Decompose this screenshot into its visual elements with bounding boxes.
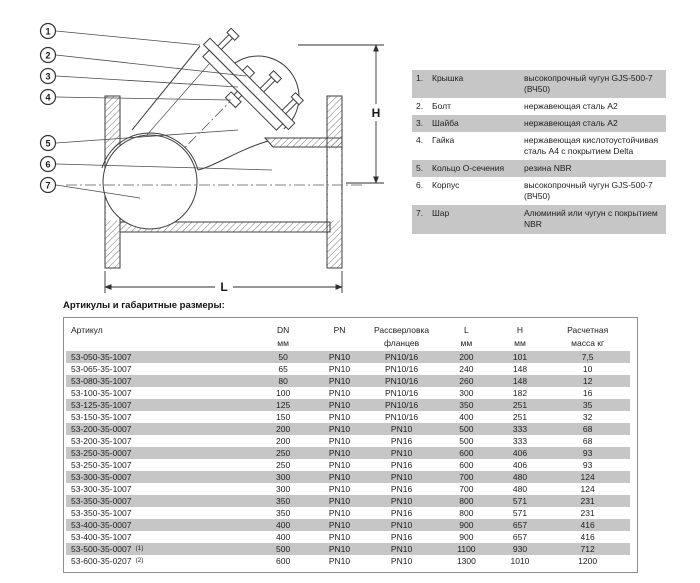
cell-dn: 350 (276, 508, 291, 518)
cell-pn: PN10 (328, 472, 351, 482)
cell-l: 800 (459, 508, 474, 518)
cell-flange-drilling: PN16 (390, 436, 413, 446)
cell-article: 53-250-35-1007 (71, 460, 132, 470)
cell-mass: 416 (580, 520, 595, 530)
column-label: Рассверловка (373, 325, 430, 335)
valve-technical-drawing (0, 0, 405, 300)
cell-pn: PN10 (328, 448, 351, 458)
cell-l: 700 (459, 484, 474, 494)
cell-flange-drilling: PN10 (390, 520, 413, 530)
cell-mass: 7,5 (581, 352, 594, 362)
cell-article: 53-350-35-1007 (71, 508, 132, 518)
cell-h: 571 (512, 508, 528, 518)
cell-flange-drilling: PN16 (390, 484, 413, 494)
svg-text:5: 5 (45, 138, 51, 149)
cell-mass: 416 (580, 532, 595, 542)
cell-flange-drilling: PN10/16 (385, 364, 419, 374)
part-name: Кольцо О-сечения (432, 163, 505, 174)
cell-article: 53-600-35-0207 $^{(2)}$ (71, 556, 144, 566)
cell-flange-drilling: PN10/16 (385, 388, 419, 398)
cell-article: 53-300-35-0007 (71, 472, 132, 482)
cell-mass: 124 (580, 484, 595, 494)
cell-pn: PN10 (328, 460, 351, 470)
part-name: Крышка (432, 73, 464, 83)
cell-h: 148 (512, 364, 528, 374)
svg-text:3: 3 (45, 71, 51, 82)
cell-h: 1010 (510, 556, 530, 566)
cell-h: 101 (512, 352, 528, 362)
cell-dn: 600 (276, 556, 291, 566)
cell-dn: 200 (276, 436, 291, 446)
dimensions-table-row (66, 435, 630, 447)
cell-pn: PN10 (328, 424, 351, 434)
cell-dn: 400 (276, 520, 291, 530)
cell-h: 333 (512, 436, 528, 446)
parts-table-row (412, 132, 666, 160)
cell-flange-drilling: PN10 (390, 472, 413, 482)
cell-mass: 32 (582, 412, 593, 422)
part-number: 4. (416, 135, 424, 146)
cell-article: 53-050-35-1007 (71, 352, 132, 362)
cell-l: 400 (459, 412, 474, 422)
cell-flange-drilling: PN10/16 (385, 412, 419, 422)
column-unit (71, 338, 252, 348)
column-label: Артикул (71, 325, 103, 335)
cell-l: 300 (459, 388, 474, 398)
cell-article: 53-400-35-1007 (71, 532, 132, 542)
cell-h: 406 (512, 448, 528, 458)
cell-dn: 125 (276, 400, 291, 410)
cell-h: 657 (512, 520, 528, 530)
cell-h: 333 (512, 424, 528, 434)
cell-flange-drilling: PN10/16 (385, 352, 419, 362)
cell-dn: 350 (276, 496, 291, 506)
part-number: 5. (416, 163, 424, 174)
dimensions-section-title: Артикулы и габаритные размеры: (63, 300, 225, 311)
cell-mass: 231 (580, 508, 595, 518)
column-unit: мм (514, 338, 526, 348)
cell-l: 900 (459, 532, 474, 542)
column-header (545, 322, 630, 348)
part-material: высокопрочный чугун GJS-500-7 (ВЧ50) (524, 180, 653, 202)
column-label: H (516, 325, 524, 335)
dimensions-table-row (66, 495, 630, 507)
footnote-marker: (1) (135, 545, 144, 552)
column-label: Расчетная (567, 325, 609, 335)
column-unit: масса кг (571, 338, 605, 348)
cell-mass: 35 (582, 400, 593, 410)
cell-dn: 80 (278, 376, 288, 386)
callout-1 (41, 24, 201, 46)
dimensions-table-row (66, 531, 630, 543)
cell-l: 350 (459, 400, 474, 410)
cell-pn: PN10 (328, 544, 351, 554)
cell-pn: PN10 (328, 520, 351, 530)
part-name: Корпус (432, 180, 460, 191)
cell-flange-drilling: PN10 (390, 424, 413, 434)
cell-mass: 10 (582, 364, 593, 374)
cell-article: 53-300-35-1007 (71, 484, 132, 494)
part-number: 6. (416, 180, 424, 191)
cell-l: 500 (459, 436, 474, 446)
parts-table-row (412, 177, 666, 205)
dimensions-table-row (66, 447, 630, 459)
part-material: Алюминий или чугун с покрытием NBR (524, 208, 658, 230)
cell-dn: 250 (276, 448, 291, 458)
cell-dn: 150 (276, 412, 291, 422)
dimensions-table-row (66, 399, 630, 411)
cell-pn: PN10 (328, 532, 351, 542)
cell-article: 53-200-35-1007 (71, 436, 132, 446)
cell-pn: PN10 (328, 376, 351, 386)
dimensions-table (63, 317, 638, 573)
column-header (365, 322, 438, 348)
cell-flange-drilling: PN10/16 (385, 376, 419, 386)
cell-h: 480 (512, 484, 528, 494)
part-material: нержавеющая сталь А2 (524, 118, 618, 129)
dimensions-table-row (66, 423, 630, 435)
column-header (314, 322, 365, 348)
dim-label-h: H (371, 106, 381, 120)
cell-h: 406 (512, 460, 528, 470)
cell-pn: PN10 (328, 388, 351, 398)
column-header (252, 322, 314, 348)
cell-flange-drilling: PN10/16 (385, 400, 419, 410)
parts-materials-table (412, 70, 666, 234)
cell-flange-drilling: PN16 (390, 508, 413, 518)
cell-l: 240 (459, 364, 474, 374)
cell-mass: 124 (580, 472, 595, 482)
column-header (495, 322, 546, 348)
cell-l: 500 (459, 424, 474, 434)
cell-l: 600 (459, 460, 474, 470)
cell-article: 53-250-35-0007 (71, 448, 132, 458)
cell-mass: 68 (582, 436, 593, 446)
cell-article: 53-350-35-0007 (71, 496, 132, 506)
cell-l: 1100 (457, 544, 476, 554)
cell-pn: PN10 (328, 412, 351, 422)
part-number: 2. (416, 101, 424, 112)
cell-dn: 100 (276, 388, 291, 398)
dimensions-table-row (66, 363, 630, 375)
dimensions-table-row (66, 507, 630, 519)
cell-mass: 712 (580, 544, 595, 554)
cell-l: 260 (459, 376, 474, 386)
cell-article: 53-200-35-0007 (71, 424, 132, 434)
part-name: Шайба (432, 118, 459, 129)
cell-h: 571 (512, 496, 528, 506)
cell-mass: 231 (580, 496, 595, 506)
dimensions-table-row (66, 555, 630, 567)
dimensions-table-row (66, 387, 630, 399)
svg-text:4: 4 (45, 92, 51, 103)
cell-mass: 68 (582, 424, 593, 434)
cell-l: 1300 (456, 556, 476, 566)
cell-l: 900 (459, 520, 474, 530)
cell-pn: PN10 (328, 352, 351, 362)
column-unit: мм (277, 338, 289, 348)
dimensions-table-body (66, 351, 630, 567)
cell-h: 148 (512, 376, 528, 386)
cell-pn: PN10 (328, 508, 351, 518)
column-header (438, 322, 494, 348)
cell-pn: PN10 (328, 556, 351, 566)
cell-l: 700 (459, 472, 474, 482)
part-material: нержавеющая сталь А2 (524, 101, 618, 112)
cell-flange-drilling: PN16 (390, 532, 413, 542)
cell-l: 800 (459, 496, 474, 506)
part-material: высокопрочный чугун GJS-500-7 (ВЧ50) (524, 73, 653, 95)
cell-flange-drilling: PN10 (390, 496, 413, 506)
column-unit: мм (460, 338, 473, 348)
cell-article: 53-100-35-1007 (71, 388, 132, 398)
parts-table-row (412, 205, 666, 233)
cell-flange-drilling: PN10 (390, 556, 413, 566)
cell-mass: 1200 (578, 556, 598, 566)
parts-table-row (412, 160, 666, 177)
cell-article: 53-125-35-1007 (71, 400, 132, 410)
valve-body (102, 44, 342, 268)
part-number: 1. (416, 73, 424, 83)
cell-flange-drilling: PN10 (390, 544, 413, 554)
dimensions-table-row (66, 471, 630, 483)
dimension-length (105, 271, 342, 294)
column-label: DN (276, 325, 290, 335)
cell-pn: PN10 (328, 400, 351, 410)
footnote-marker: (2) (135, 557, 144, 564)
dimensions-table-row (66, 411, 630, 423)
cell-flange-drilling: PN10 (390, 448, 413, 458)
cell-l: 200 (459, 352, 474, 362)
part-number: 3. (416, 118, 424, 129)
cell-article: 53-400-35-0007 (71, 520, 132, 530)
cell-dn: 65 (278, 364, 288, 374)
cell-h: 251 (512, 400, 528, 410)
cell-h: 480 (512, 472, 528, 482)
cell-dn: 400 (276, 532, 291, 542)
column-label: PN (333, 325, 346, 335)
column-header (66, 322, 252, 348)
dimensions-table-header (66, 322, 630, 348)
dimensions-table-row (66, 351, 630, 363)
cell-mass: 16 (582, 388, 593, 398)
svg-text:1: 1 (45, 26, 51, 37)
cell-mass: 12 (582, 376, 593, 386)
svg-text:7: 7 (45, 180, 51, 191)
cell-article: 53-500-35-0007 $^{(1)}$ (71, 544, 144, 554)
cell-dn: 300 (276, 472, 291, 482)
svg-text:6: 6 (45, 159, 51, 170)
cell-article: 53-150-35-1007 (71, 412, 132, 422)
cell-h: 930 (512, 544, 528, 554)
cell-mass: 93 (582, 460, 593, 470)
cell-pn: PN10 (328, 364, 351, 374)
cell-l: 600 (459, 448, 474, 458)
part-material: резина NBR (524, 163, 572, 174)
cell-dn: 500 (276, 544, 291, 554)
ball (103, 135, 197, 229)
parts-table-row (412, 98, 666, 115)
cell-dn: 250 (276, 460, 291, 470)
part-number: 7. (416, 208, 424, 219)
cell-flange-drilling: PN16 (390, 460, 413, 470)
dimensions-table-row (66, 519, 630, 531)
cell-article: 53-065-35-1007 (71, 364, 132, 374)
cell-pn: PN10 (328, 436, 351, 446)
column-label: L (464, 325, 469, 335)
cell-h: 182 (512, 388, 528, 398)
column-unit (314, 338, 365, 348)
part-material: нержавеющая кислотоустойчивая сталь А4 с покрытием Delta (524, 135, 659, 157)
cell-dn: 200 (276, 424, 291, 434)
cell-mass: 93 (582, 448, 593, 458)
cell-article: 53-080-35-1007 (71, 376, 132, 386)
parts-table-row (412, 115, 666, 132)
dimensions-table-row (66, 459, 630, 471)
cell-dn: 50 (278, 352, 288, 362)
dim-label-l: L (220, 280, 228, 294)
svg-text:2: 2 (45, 50, 51, 61)
cell-pn: PN10 (328, 496, 351, 506)
cell-h: 251 (512, 412, 528, 422)
column-unit: фланцев (383, 338, 420, 348)
part-name: Шар (432, 208, 450, 219)
cell-pn: PN10 (328, 484, 351, 494)
cell-h: 657 (512, 532, 528, 542)
dimensions-table-row (66, 375, 630, 387)
part-name: Гайка (432, 135, 455, 146)
dimensions-table-row (66, 543, 630, 555)
parts-table-row (412, 70, 666, 98)
part-name: Болт (432, 101, 451, 112)
cell-dn: 300 (276, 484, 291, 494)
dimensions-table-row (66, 483, 630, 495)
